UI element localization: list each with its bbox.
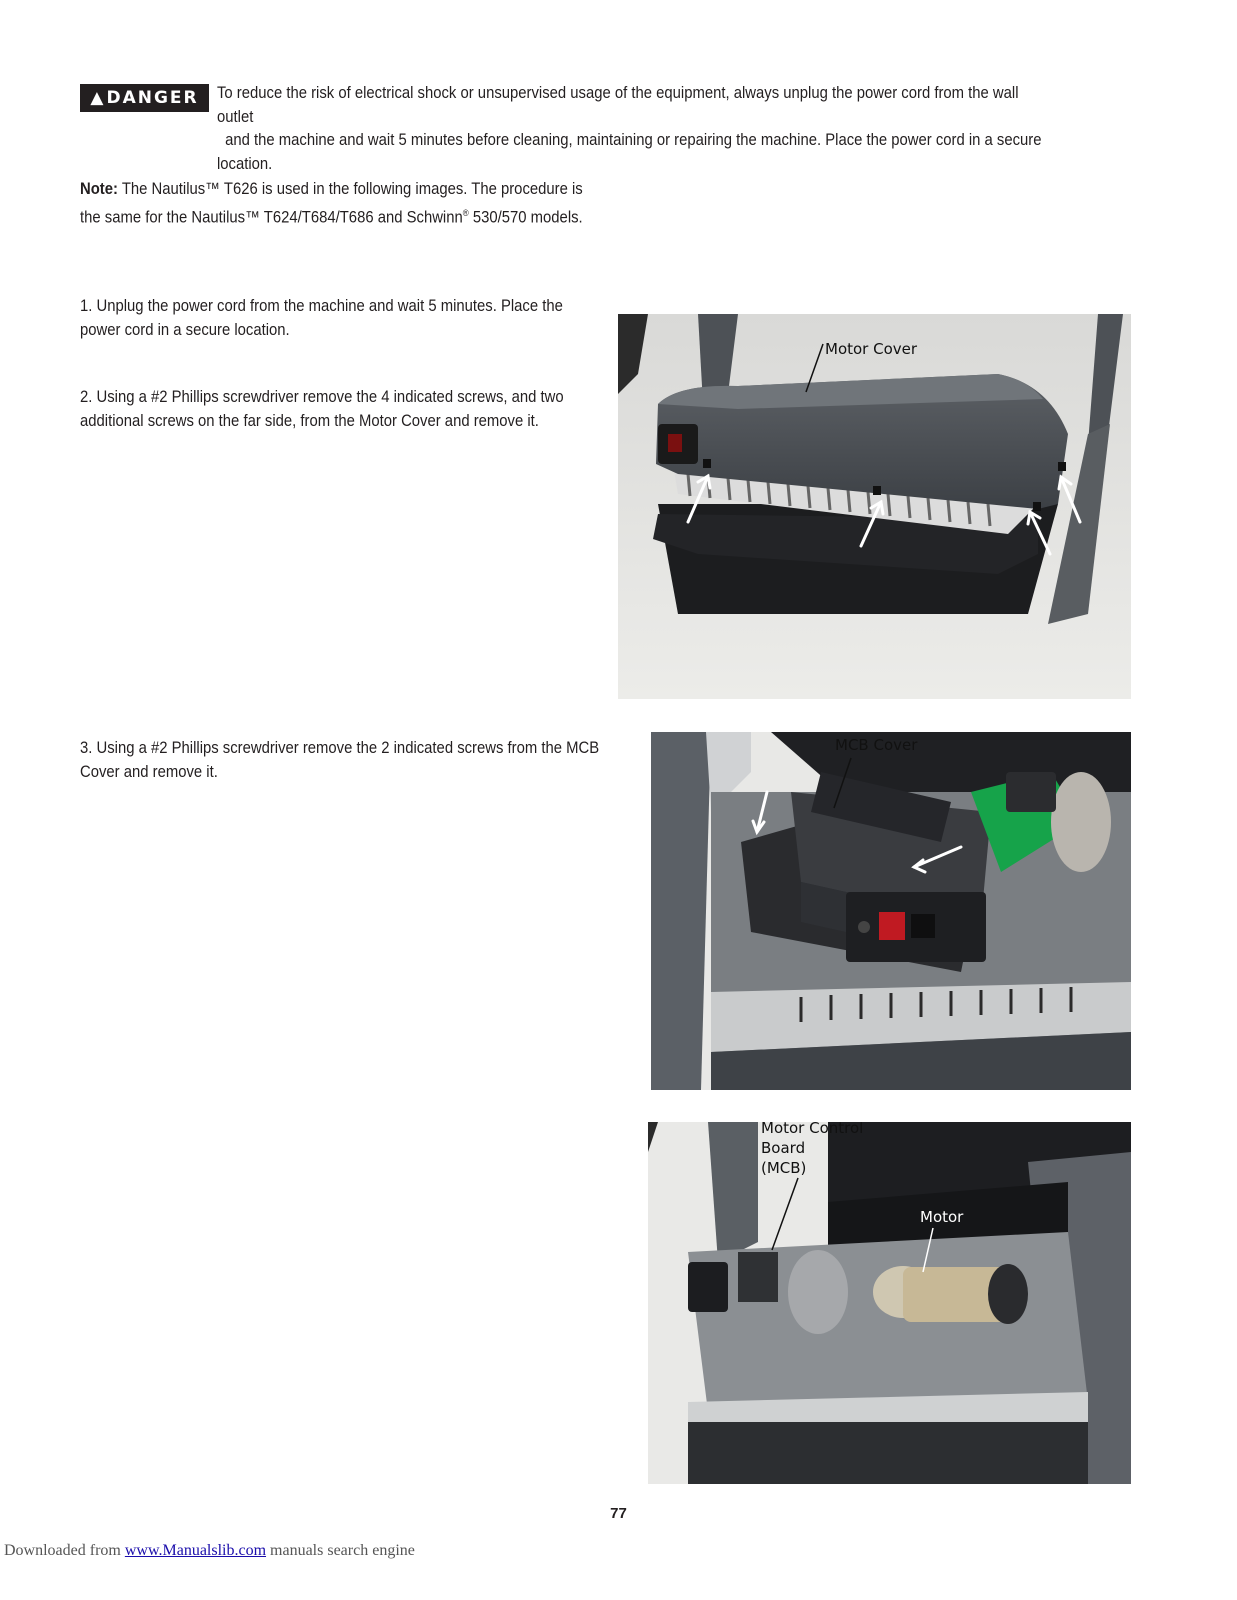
danger-warning-text bbox=[217, 82, 1045, 176]
footer bbox=[4, 1542, 415, 1560]
photo-mcb-motor bbox=[648, 1122, 1131, 1484]
motor-label: Motor bbox=[920, 1208, 964, 1226]
footer-suffix: manuals search engine bbox=[266, 1542, 415, 1559]
danger-line-2: and the machine and wait 5 minutes before cleaning, maintaining or repairing the machine. Place the power cord in a secure bbox=[225, 131, 1042, 149]
note-paragraph bbox=[80, 177, 607, 230]
note-label: Note: bbox=[80, 180, 118, 198]
step-3: 3. Using a #2 Phillips screwdriver remove the 2 indicated screws from the MCB Cover and remove it. bbox=[80, 739, 600, 781]
mcb-label-line-2: Board bbox=[761, 1139, 806, 1157]
step-1: 1. Unplug the power cord from the machine and wait 5 minutes. Place the power cord in a secure location. bbox=[80, 297, 563, 339]
mcb-label-line-3: (MCB) bbox=[761, 1159, 807, 1177]
danger-line-1: To reduce the risk of electrical shock or unsupervised usage of the equipment, always unplug the power cord from the wall outlet bbox=[217, 84, 1019, 126]
note-text-b: 530/570 models. bbox=[472, 208, 583, 227]
footer-prefix: Downloaded from bbox=[4, 1542, 125, 1559]
manualslib-link[interactable]: www.Manualslib.com bbox=[124, 1542, 267, 1559]
step-2: 2. Using a #2 Phillips screwdriver remove the 4 indicated screws, and two additional screws on the far side, from the Motor Cover and remove it. bbox=[80, 388, 564, 430]
photo-mcb-cover bbox=[651, 732, 1131, 1090]
warning-triangle-icon: ▲ bbox=[90, 88, 104, 108]
danger-badge bbox=[80, 84, 209, 112]
mcb-label-line-1: Motor Control bbox=[761, 1122, 864, 1137]
note-text-a: The Nautilus™ T626 is used in the following images. The procedure is the same for the Nautilus™ T624/T684/T686 and Schwinn bbox=[80, 180, 583, 227]
registered-mark: ® bbox=[462, 208, 469, 218]
page-number: 77 bbox=[610, 1505, 627, 1522]
motor-cover-label: Motor Cover bbox=[825, 340, 918, 358]
danger-label: DANGER bbox=[106, 88, 199, 108]
photo-motor-cover bbox=[618, 314, 1131, 699]
mcb-cover-label: MCB Cover bbox=[835, 736, 918, 754]
danger-line-3: location. bbox=[217, 154, 273, 173]
